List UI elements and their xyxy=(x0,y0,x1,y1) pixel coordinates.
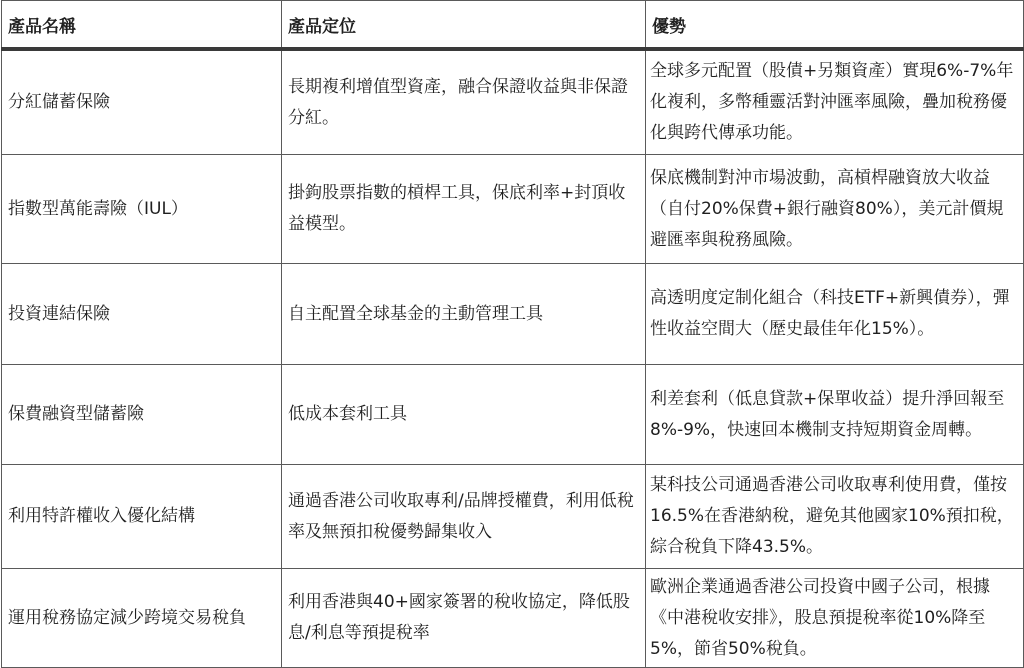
header-advantage: 優勢 xyxy=(646,1,1024,50)
product-comparison-table xyxy=(1,0,1024,668)
advantage-cell: 歐洲企業通過香港公司投資中國子公司，根據《中港稅收安排》，股息預提稅率從10%降至5%，節省50%稅負。 xyxy=(646,569,1024,668)
product-position-cell: 利用香港與40+國家簽署的稅收協定，降低股息/利息等預提稅率 xyxy=(282,569,646,668)
header-product-position: 產品定位 xyxy=(282,1,646,50)
product-position-cell: 低成本套利工具 xyxy=(282,365,646,465)
advantage-cell: 全球多元配置（股債+另類資產）實現6%-7%年化複利，多幣種靈活對沖匯率風險，疊加稅務優化與跨代傳承功能。 xyxy=(646,49,1024,155)
header-row xyxy=(2,1,1024,50)
product-name-cell: 分紅儲蓄保險 xyxy=(2,49,282,155)
advantage-cell: 某科技公司通過香港公司收取專利使用費，僅按16.5%在香港納稅，避免其他國家10%預扣稅，綜合稅負下降43.5%。 xyxy=(646,465,1024,569)
advantage-cell: 保底機制對沖市場波動，高槓桿融資放大收益（自付20%保費+銀行融資80%），美元計價規避匯率與稅務風險。 xyxy=(646,155,1024,264)
table-row xyxy=(2,49,1024,155)
product-name-cell: 保費融資型儲蓄險 xyxy=(2,365,282,465)
product-name-cell: 運用稅務協定減少跨境交易稅負 xyxy=(2,569,282,668)
product-position-cell: 通過香港公司收取專利/品牌授權費，利用低稅率及無預扣稅優勢歸集收入 xyxy=(282,465,646,569)
advantage-cell: 高透明度定制化組合（科技ETF+新興債券），彈性收益空間大（歷史最佳年化15%）。 xyxy=(646,264,1024,365)
product-position-cell: 長期複利增值型資產，融合保證收益與非保證分紅。 xyxy=(282,49,646,155)
product-name-cell: 指數型萬能壽險（IUL） xyxy=(2,155,282,264)
table-row xyxy=(2,155,1024,264)
table-row xyxy=(2,264,1024,365)
product-position-cell: 自主配置全球基金的主動管理工具 xyxy=(282,264,646,365)
header-product-name: 產品名稱 xyxy=(2,1,282,50)
table-row xyxy=(2,569,1024,668)
product-position-cell: 掛鉤股票指數的槓桿工具，保底利率+封頂收益模型。 xyxy=(282,155,646,264)
table-row xyxy=(2,365,1024,465)
product-name-cell: 利用特許權收入優化結構 xyxy=(2,465,282,569)
advantage-cell: 利差套利（低息貸款+保單收益）提升淨回報至8%-9%，快速回本機制支持短期資金周轉。 xyxy=(646,365,1024,465)
product-name-cell: 投資連結保險 xyxy=(2,264,282,365)
table-row xyxy=(2,465,1024,569)
